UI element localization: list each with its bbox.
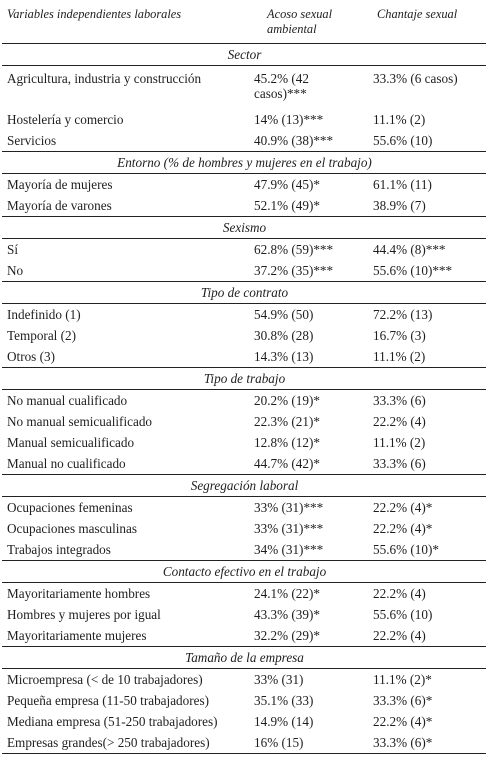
section-header-row xyxy=(2,368,486,390)
acoso-value: 24.1% (22)* xyxy=(254,586,320,601)
acoso-value: 33% (31)*** xyxy=(254,521,324,536)
section-header-row xyxy=(2,475,486,497)
table-row xyxy=(2,669,486,691)
acoso-value: 44.7% (42)* xyxy=(254,456,320,471)
table-row xyxy=(2,732,486,754)
row-label: Empresas grandes(> 250 trabajadores) xyxy=(2,732,251,754)
row-label: Otros (3) xyxy=(7,349,55,364)
row-label: Ocupaciones masculinas xyxy=(7,521,138,536)
table-row xyxy=(2,346,486,368)
chantaje-value: 22.2% (4) xyxy=(373,586,426,601)
chantaje-value: 33.3% (6) xyxy=(373,393,426,408)
chantaje-value: 44.4% (8)*** xyxy=(373,242,446,257)
acoso-value: 14% (13)*** xyxy=(254,112,324,127)
acoso-value: 32.2% (29)* xyxy=(254,628,320,643)
row-label: Indefinido (1) xyxy=(7,307,81,322)
table-row xyxy=(2,109,486,130)
chantaje-value: 22.2% (4) xyxy=(373,414,426,429)
acoso-value: 20.2% (19)* xyxy=(254,393,320,408)
section-title: Tipo de trabajo xyxy=(2,368,486,390)
acoso-value: 12.8% (12)* xyxy=(254,435,320,450)
acoso-value: 33% (31) xyxy=(254,672,304,687)
chantaje-value: 72.2% (13) xyxy=(373,307,433,322)
row-label: Mediana empresa (51-250 trabajadores) xyxy=(7,714,218,729)
row-label: Trabajos integrados xyxy=(7,542,111,557)
row-label: Sí xyxy=(7,242,18,257)
row-label: Mayoritariamente mujeres xyxy=(7,628,147,643)
acoso-value: 35.1% (33) xyxy=(254,693,314,708)
acoso-value: 14.9% (14) xyxy=(254,714,314,729)
acoso-value: 33% (31)*** xyxy=(254,500,324,515)
row-label: Hombres y mujeres por igual xyxy=(7,607,161,622)
table-row xyxy=(2,304,486,326)
table-body xyxy=(2,44,486,754)
acoso-value: 22.3% (21)* xyxy=(254,414,320,429)
row-label: Manual semicualificado xyxy=(7,435,135,450)
table-row xyxy=(2,260,486,282)
acoso-value: 62.8% (59)*** xyxy=(254,242,334,257)
chantaje-value: 11.1% (2) xyxy=(373,112,426,127)
row-label: Servicios xyxy=(7,133,57,148)
section-header-row xyxy=(2,152,486,174)
table-row xyxy=(2,432,486,453)
chantaje-value: 11.1% (2)* xyxy=(373,672,432,687)
chantaje-value: 22.2% (4)* xyxy=(373,714,433,729)
row-label: Mayoría de varones xyxy=(7,198,112,213)
section-title: Sexismo xyxy=(2,217,486,239)
table-row xyxy=(2,690,486,711)
header-row xyxy=(2,3,486,44)
table-row xyxy=(2,625,486,647)
acoso-value: 16% (15) xyxy=(251,732,368,754)
chantaje-value: 22.2% (4) xyxy=(373,628,426,643)
chantaje-value: 61.1% (11) xyxy=(373,177,432,192)
chantaje-value: 33.3% (6)* xyxy=(373,693,433,708)
row-label: Mayoría de mujeres xyxy=(7,177,113,192)
section-title: Segregación laboral xyxy=(2,475,486,497)
section-header-row xyxy=(2,44,486,66)
acoso-value: 54.9% (50) xyxy=(254,307,314,322)
section-header-row xyxy=(2,217,486,239)
chantaje-value: 11.1% (2) xyxy=(373,349,426,364)
header-acoso: Acoso sexual ambiental xyxy=(251,3,368,44)
acoso-value: 14.3% (13) xyxy=(254,349,314,364)
table-row xyxy=(2,174,486,196)
table-row xyxy=(2,497,486,519)
acoso-value: 43.3% (39)* xyxy=(254,607,320,622)
table-row xyxy=(2,604,486,625)
row-label: Microempresa (< de 10 trabajadores) xyxy=(7,672,203,687)
row-label: No xyxy=(7,263,24,278)
chantaje-value: 33.3% (6)* xyxy=(368,732,486,754)
acoso-value: 34% (31)*** xyxy=(254,542,324,557)
header-variables: Variables independientes laborales xyxy=(2,3,251,44)
table-row xyxy=(2,583,486,605)
chantaje-value: 33.3% (6) xyxy=(373,456,426,471)
table-row xyxy=(2,453,486,475)
row-label: No manual semicualificado xyxy=(7,414,153,429)
acoso-value: 30.8% (28) xyxy=(254,328,314,343)
section-title: Contacto efectivo en el trabajo xyxy=(2,561,486,583)
row-label: Mayoritariamente hombres xyxy=(7,586,151,601)
chantaje-value: 22.2% (4)* xyxy=(373,500,433,515)
chantaje-value: 33.3% (6 casos) xyxy=(373,71,458,86)
table-row xyxy=(2,711,486,732)
section-title: Sector xyxy=(2,44,486,66)
table-row xyxy=(2,239,486,261)
acoso-value: 52.1% (49)* xyxy=(254,198,320,213)
acoso-value: 45.2% (42 casos)*** xyxy=(254,71,309,101)
section-title: Tipo de contrato xyxy=(2,282,486,304)
table-row xyxy=(2,66,486,110)
chantaje-value: 55.6% (10) xyxy=(373,133,433,148)
section-title: Entorno (% de hombres y mujeres en el trabajo) xyxy=(2,152,486,174)
table-row xyxy=(2,130,486,152)
table-row xyxy=(2,411,486,432)
row-label: Hostelería y comercio xyxy=(7,112,124,127)
header-chantaje: Chantaje sexual xyxy=(368,3,486,44)
chantaje-value: 16.7% (3) xyxy=(373,328,426,343)
table-row xyxy=(2,539,486,561)
section-header-row xyxy=(2,647,486,669)
data-table xyxy=(2,3,486,754)
section-title: Tamaño de la empresa xyxy=(2,647,486,669)
table-row xyxy=(2,390,486,412)
section-header-row xyxy=(2,561,486,583)
chantaje-value: 55.6% (10)* xyxy=(373,542,439,557)
chantaje-value: 22.2% (4)* xyxy=(373,521,433,536)
acoso-value: 40.9% (38)*** xyxy=(254,133,334,148)
row-label: Manual no cualificado xyxy=(7,456,126,471)
row-label: Agricultura, industria y construcción xyxy=(7,71,202,86)
table-row xyxy=(2,195,486,217)
table-row xyxy=(2,518,486,539)
acoso-value: 37.2% (35)*** xyxy=(254,263,334,278)
chantaje-value: 38.9% (7) xyxy=(373,198,426,213)
row-label: No manual cualificado xyxy=(7,393,128,408)
row-label: Pequeña empresa (11-50 trabajadores) xyxy=(7,693,209,708)
table-row xyxy=(2,325,486,346)
row-label: Temporal (2) xyxy=(7,328,77,343)
chantaje-value: 11.1% (2) xyxy=(373,435,426,450)
section-header-row xyxy=(2,282,486,304)
row-label: Ocupaciones femeninas xyxy=(7,500,133,515)
chantaje-value: 55.6% (10) xyxy=(373,607,433,622)
acoso-value: 47.9% (45)* xyxy=(254,177,320,192)
chantaje-value: 55.6% (10)*** xyxy=(373,263,453,278)
